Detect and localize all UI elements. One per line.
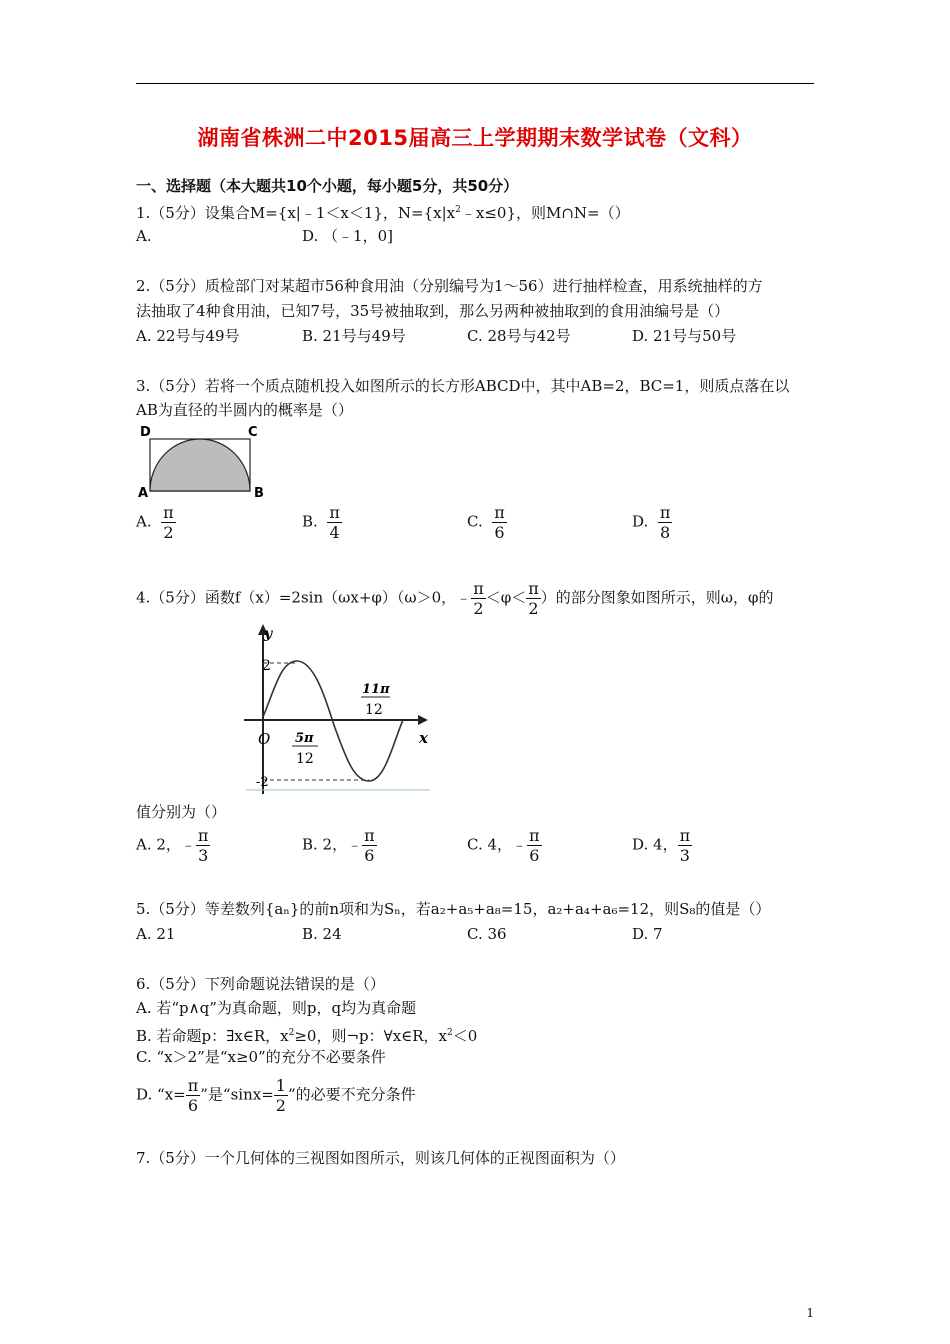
q5-option-b: B. 24 bbox=[302, 925, 342, 943]
tick-5pi-num: 5π bbox=[295, 731, 314, 746]
q4-stem: 4.（5分）函数f（x）=2sin（ωx+φ）（ω＞0，﹣ $\frac{\pi}{2}$ ＜φ＜ $\frac{\pi}{2}$ ）的部分图象如图所示，则ω，φ的 bbox=[136, 579, 774, 618]
q6-option-c: C. “x＞2”是“x≥0”的充分不必要条件 bbox=[136, 1048, 386, 1066]
header-rule bbox=[136, 83, 814, 84]
page-number: 1 bbox=[806, 1306, 814, 1320]
q6-option-d: D. “x= $\frac{\pi}{6}$ ”是“sinx= $\frac{1}{2}$ ”的必要不充分条件 bbox=[136, 1076, 416, 1115]
y-min-label: -2 bbox=[256, 775, 269, 790]
q4-stem-line2: 值分别为（） bbox=[136, 803, 227, 821]
q2-stem-line1: 2.（5分）质检部门对某超市56种食用油（分别编号为1～56）进行抽样检查，用系统抽样的方 bbox=[136, 277, 763, 295]
q6-option-a: A. 若“p∧q”为真命题，则p，q均为真命题 bbox=[136, 999, 417, 1017]
q3-option-d: D. $\frac{\pi}{8}$ bbox=[632, 503, 671, 542]
label-a: A bbox=[138, 486, 149, 501]
origin-label: O bbox=[258, 730, 271, 748]
tick-11pi-num: 11π bbox=[362, 682, 390, 697]
q4-sine-graph bbox=[230, 618, 440, 798]
y-axis-label: y bbox=[264, 626, 273, 642]
label-b: B bbox=[254, 486, 264, 501]
q1-option-d: D. （﹣1，0] bbox=[302, 227, 393, 245]
tick-11pi-den: 12 bbox=[365, 702, 383, 718]
q1-stem: 1.（5分）设集合M={x|﹣1＜x＜1}，$N=\{x|x^2﹣x\le 0\}$，则M∩N=（） bbox=[136, 204, 630, 222]
q3-option-a: A. $\frac{\pi}{2}$ bbox=[136, 503, 174, 542]
semicircle-region bbox=[150, 439, 250, 491]
q2-option-a: A. 22号与49号 bbox=[136, 327, 240, 345]
q5-option-a: A. 21 bbox=[136, 925, 176, 943]
q6-stem: 6.（5分）下列命题说法错误的是（） bbox=[136, 975, 385, 993]
q5-stem: 5.（5分）等差数列{aₙ}的前n项和为Sₙ，若a₂+a₅+a₈=15，a₂+a₄+a₆=12，则S₈的值是（） bbox=[136, 900, 771, 918]
q1-option-a: A. bbox=[136, 227, 152, 245]
q2-stem-line2: 法抽取了4种食用油，已知7号，35号被抽取到，那么另两种被抽取到的食用油编号是（） bbox=[136, 302, 730, 320]
q4-option-a: A. 2，﹣ $\frac{\pi}{3}$ bbox=[136, 826, 209, 865]
x-axis-label: x bbox=[419, 729, 428, 747]
page-title: 湖南省株洲二中2015届高三上学期期末数学试卷（文科） bbox=[197, 126, 753, 150]
label-d: D bbox=[140, 425, 151, 440]
y-max-label: 2 bbox=[262, 658, 271, 674]
q2-option-d: D. 21号与50号 bbox=[632, 327, 737, 345]
section-heading: 一、选择题（本大题共10个小题，每小题5分，共50分） bbox=[136, 177, 519, 195]
label-c: C bbox=[248, 425, 258, 440]
q3-option-b: B. $\frac{\pi}{4}$ bbox=[302, 503, 340, 542]
q3-stem-line2: AB为直径的半圆内的概率是（） bbox=[136, 401, 353, 419]
tick-5pi-den: 12 bbox=[296, 751, 314, 767]
q6-option-b: B. 若命题p：∃x∈R，$x^2\ge 0$，则¬p：∀x∈R，$x^2<0$ bbox=[136, 1027, 478, 1045]
q5-option-d: D. 7 bbox=[632, 925, 663, 943]
q5-option-c: C. 36 bbox=[467, 925, 507, 943]
q3-rectangle-figure bbox=[136, 420, 268, 502]
q2-option-c: C. 28号与42号 bbox=[467, 327, 571, 345]
q4-option-c: C. 4，﹣ $\frac{\pi}{6}$ bbox=[467, 826, 540, 865]
x-axis-arrow bbox=[418, 715, 428, 725]
q2-option-b: B. 21号与49号 bbox=[302, 327, 406, 345]
q4-option-b: B. 2，﹣ $\frac{\pi}{6}$ bbox=[302, 826, 375, 865]
q3-option-c: C. $\frac{\pi}{6}$ bbox=[467, 503, 505, 542]
q3-stem-line1: 3.（5分）若将一个质点随机投入如图所示的长方形ABCD中，其中AB=2，BC=1，则质点落在以 bbox=[136, 377, 790, 395]
q4-option-d: D. 4， $\frac{\pi}{3}$ bbox=[632, 826, 691, 865]
q7-stem: 7.（5分）一个几何体的三视图如图所示，则该几何体的正视图面积为（） bbox=[136, 1149, 625, 1167]
